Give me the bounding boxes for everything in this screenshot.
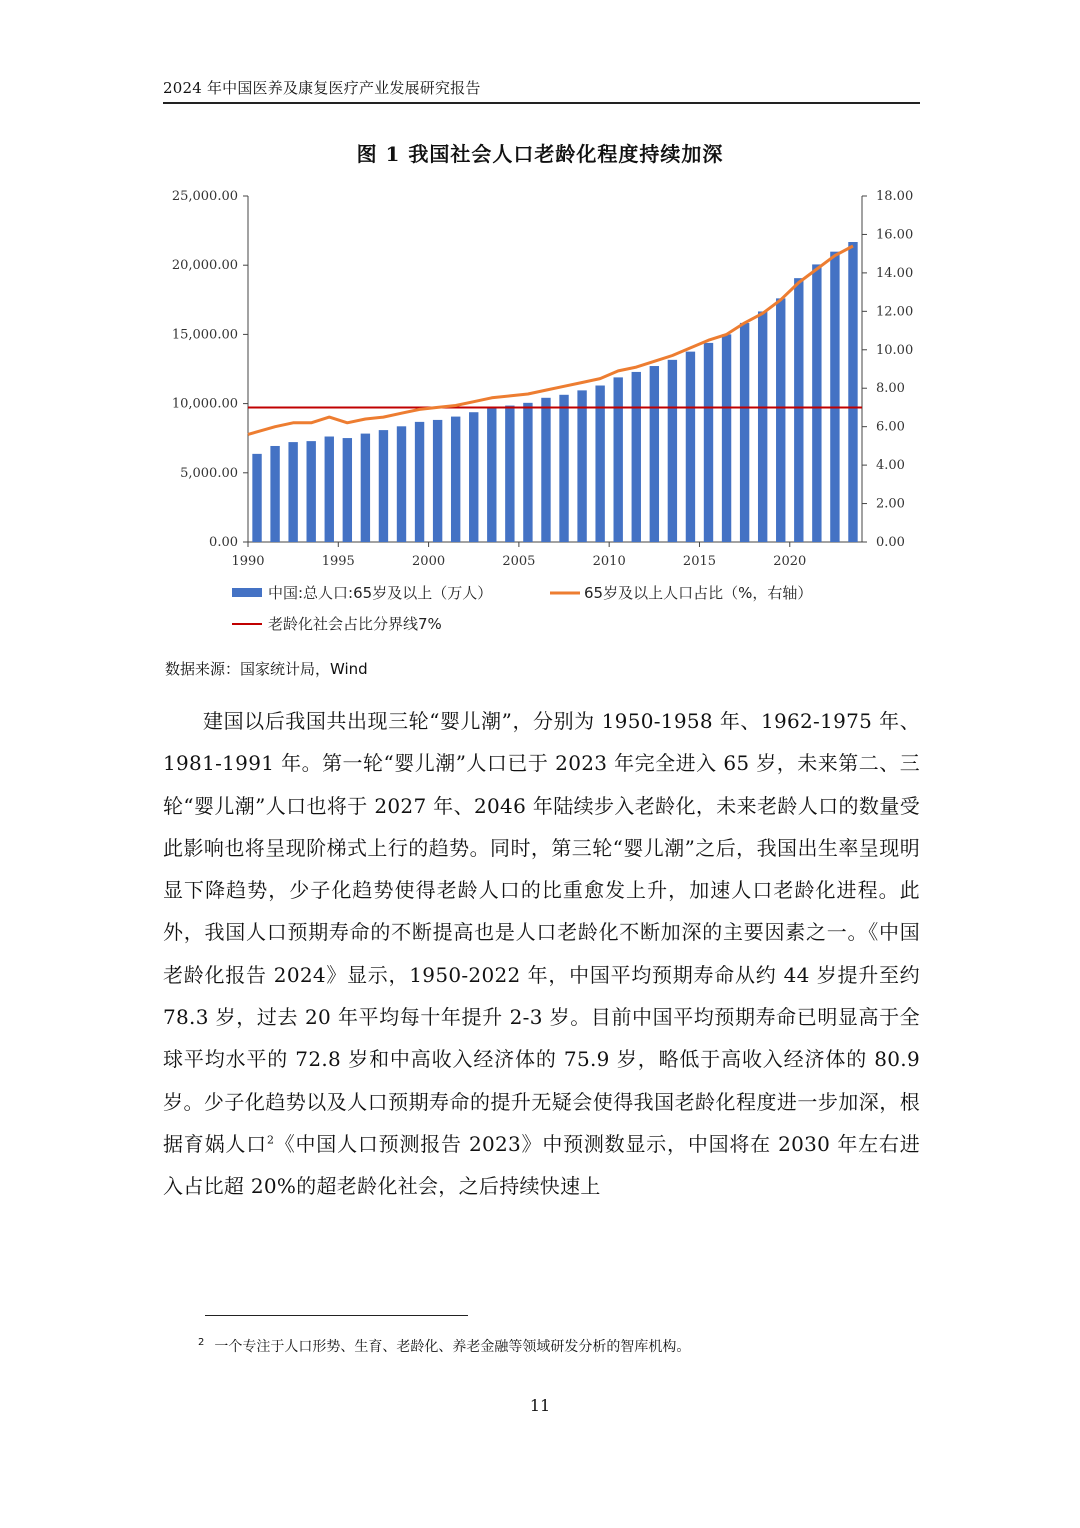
bar [541, 398, 550, 542]
bar [415, 422, 424, 542]
bar [595, 386, 604, 542]
x-axis-tick-label: 1990 [231, 554, 265, 569]
left-axis-tick-label: 20,000.00 [171, 258, 238, 274]
bar [433, 420, 442, 542]
right-axis-tick-label: 6.00 [876, 419, 905, 435]
bar [288, 442, 297, 542]
bar [722, 334, 731, 542]
body-text [163, 700, 920, 1208]
page-number: 11 [529, 1396, 551, 1415]
right-axis-tick-label: 4.00 [876, 458, 905, 474]
x-axis-tick-label: 1995 [321, 554, 355, 569]
aging-population-chart [150, 180, 930, 650]
bar [686, 352, 695, 542]
bar [776, 298, 785, 542]
x-axis-tick-label: 2010 [592, 554, 626, 569]
bar [758, 311, 767, 542]
paragraph-text-a: 建国以后我国共出现三轮“婴儿潮”，分别为 1950-1958 年、1962-1975 年、1981-1991 年。第一轮“婴儿潮”人口已于 2023 年完全进入 65 岁，未来第二、三轮“婴儿潮”人口也将于 2027 年、2046 年陆续步入老龄化，未来老龄人口的数量受此影响也将呈现阶梯式上行的趋势。同时，第三轮“婴儿潮”之后，我国出生率呈现明显下降趋势，少子化趋势使得老龄人口的比重愈发上升，加速人口老龄化进程。此外，我国人口预期寿命的不断提高也是人口老龄化不断加深的主要因素之一。《中国老龄化报告 2024》显示，1950-2022 年，中国平均预期寿命从约 44 岁提升至约 78.3 岁，过去 20 年平均每十年提升 2-3 岁。目前中国平均预期寿命已明显高于全球平均水平的 72.8 岁和中高收入经济体的 75.9 岁，略低于高收入经济体的 80.9 岁。少子化趋势以及人口预期寿命的提升无疑会使得我国老龄化程度进一步加深，根据育娲人口 [163, 709, 920, 1156]
right-axis-tick-label: 0.00 [876, 535, 905, 550]
right-axis-tick-label: 18.00 [876, 189, 914, 204]
x-axis-tick-label: 2000 [412, 554, 446, 569]
bar [614, 377, 623, 542]
paragraph-text-b: 《中国人口预测报告 2023》中预测数显示，中国将在 2030 年左右进入占比超 20%的超老龄化社会，之后持续快速上 [163, 1131, 921, 1199]
right-axis-tick-label: 10.00 [876, 342, 914, 358]
legend-bar-swatch [232, 588, 262, 597]
bar [469, 412, 478, 542]
left-axis-tick-label: 25,000.00 [171, 189, 238, 204]
footnote-rule [205, 1315, 468, 1316]
bar [361, 434, 370, 542]
bar [325, 437, 334, 542]
footnote [198, 1336, 690, 1356]
body-paragraph [163, 700, 920, 1208]
legend-threshold-label: 老龄化社会占比分界线7% [268, 615, 442, 633]
bar [668, 360, 677, 542]
bar [505, 406, 514, 542]
right-axis-tick-label: 12.00 [876, 304, 914, 320]
bar [270, 446, 279, 542]
legend-line-label: 65岁及以上人口占比（%，右轴） [584, 584, 813, 602]
bar [740, 323, 749, 542]
footnote-mark: 2 [198, 1337, 205, 1349]
x-axis-tick-label: 2020 [773, 554, 807, 569]
bar [343, 438, 352, 542]
x-axis-tick-label: 2005 [502, 554, 536, 569]
bar [307, 441, 316, 542]
bar [812, 264, 821, 542]
page-header: 2024 年中国医养及康复医疗产业发展研究报告 [163, 76, 920, 104]
left-axis-tick-label: 0.00 [209, 535, 238, 550]
bar [650, 366, 659, 542]
x-axis-tick-label: 2015 [682, 554, 717, 569]
bar [451, 417, 460, 542]
bar [252, 454, 261, 542]
bar [379, 430, 388, 542]
left-axis-tick-label: 5,000.00 [180, 465, 238, 481]
bar [830, 252, 839, 542]
left-axis-tick-label: 15,000.00 [171, 327, 238, 343]
bar [397, 426, 406, 542]
bar [559, 395, 568, 542]
bar [794, 278, 803, 542]
bar [704, 343, 713, 542]
bar [848, 242, 857, 542]
footnote-text: 一个专注于人口形势、生育、老龄化、养老金融等领域研发分析的智库机构。 [214, 1339, 691, 1355]
right-axis-tick-label: 14.00 [876, 265, 914, 281]
legend-bar-label: 中国:总人口:65岁及以上（万人） [268, 584, 493, 602]
right-axis-tick-label: 2.00 [876, 496, 905, 512]
right-axis-tick-label: 16.00 [876, 227, 914, 243]
bar [632, 372, 641, 542]
bar [577, 390, 586, 542]
figure-source: 数据来源：国家统计局，Wind [165, 660, 368, 678]
left-axis-tick-label: 10,000.00 [171, 396, 238, 412]
bar [487, 408, 496, 542]
figure-title: 图 1 我国社会人口老龄化程度持续加深 [356, 142, 724, 166]
bar [523, 403, 532, 542]
footnote-ref[interactable]: 2 [266, 1133, 275, 1147]
right-axis-tick-label: 8.00 [876, 381, 905, 397]
